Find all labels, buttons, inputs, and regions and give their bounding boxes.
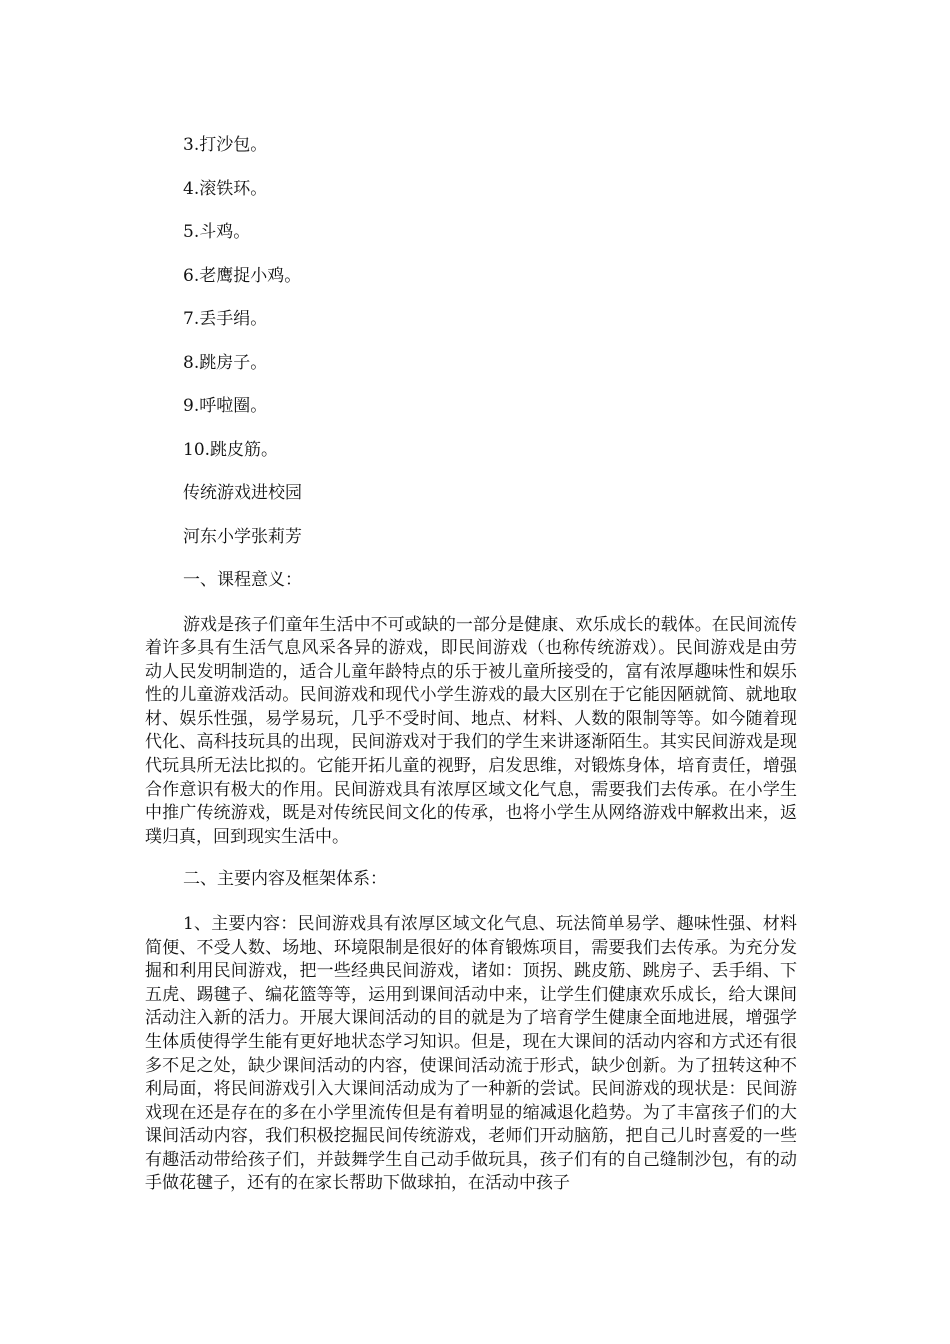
section-heading-content: 二、主要内容及框架体系： [183,869,387,890]
document-title: 传统游戏进校园 [183,483,302,503]
list-item: 7.丢手绢。 [183,309,268,329]
author-line: 河东小学张莉芳 [183,526,302,547]
section-heading-significance: 一、课程意义： [183,570,302,590]
list-item: 4.滚铁环。 [183,178,268,199]
list-item: 6.老鹰捉小鸡。 [183,265,302,286]
section-body-content: 1、主要内容：民间游戏具有浓厚区域文化气息、玩法简单易学、趣味性强、材料简便、不受人数、场地、环境限制是很好的体育锻炼项目，需要我们去传承。为充分发掘和利用民间游戏，把一些经典民间游戏，诸如：顶拐、跳皮筋、跳房子、丢手绢、下五虎、踢毽子、编花篮等等，运用到课间活动中来，让学生们健康欢乐成长，给大课间活动注入新的活力。开展大课间活动的目的就是为了培育学生健康全面地进展，增强学生体质使得学生能有更好地状态学习知识。但是，现在大课间的活动内容和方式还有很多不足之处，缺少课间活动的内容，使课间活动流于形式，缺少创新。为了扭转这种不利局面，将民间游戏引入大课间活动成为了一种新的尝试。民间游戏的现状是：民间游戏现在还是存在的多在小学里流传但是有着明显的缩减退化趋势。为了丰富孩子们的大课间活动内容，我们积极挖掘民间传统游戏，老师们开动脑筋，把自己儿时喜爱的一些有趣活动带给孩子们，并鼓舞学生自己动手做玩具，孩子们有的自己缝制沙包，有的动手做花毽子，还有的在家长帮助下做球拍，在活动中孩子 [145,913,797,1194]
list-item: 9.呼啦圈。 [183,396,268,416]
list-item: 5.斗鸡。 [183,222,251,242]
list-item: 10.跳皮筋。 [183,439,279,460]
document-body [145,135,797,1216]
list-item: 3.打沙包。 [183,135,268,155]
list-item: 8.跳房子。 [183,352,268,373]
section-body-significance: 游戏是孩子们童年生活中不可或缺的一部分是健康、欢乐成长的载体。在民间流传着许多具有生活气息风采各异的游戏，即民间游戏（也称传统游戏）。民间游戏是由劳动人民发明制造的，适合儿童年龄特点的乐于被儿童所接受的，富有浓厚趣味性和娱乐性的儿童游戏活动。民间游戏和现代小学生游戏的最大区别在于它能因陋就简、就地取材、娱乐性强，易学易玩，几乎不受时间、地点、材料、人数的限制等等。如今随着现代化、高科技玩具的出现，民间游戏对于我们的学生来讲逐渐陌生。其实民间游戏是现代玩具所无法比拟的。它能开拓儿童的视野，启发思维，对锻炼身体，培育责任，增强合作意识有极大的作用。民间游戏具有浓厚区域文化气息，需要我们去传承。在小学生中推广传统游戏，既是对传统民间文化的传承，也将小学生从网络游戏中解救出来，返璞归真，回到现实生活中。 [145,614,797,847]
